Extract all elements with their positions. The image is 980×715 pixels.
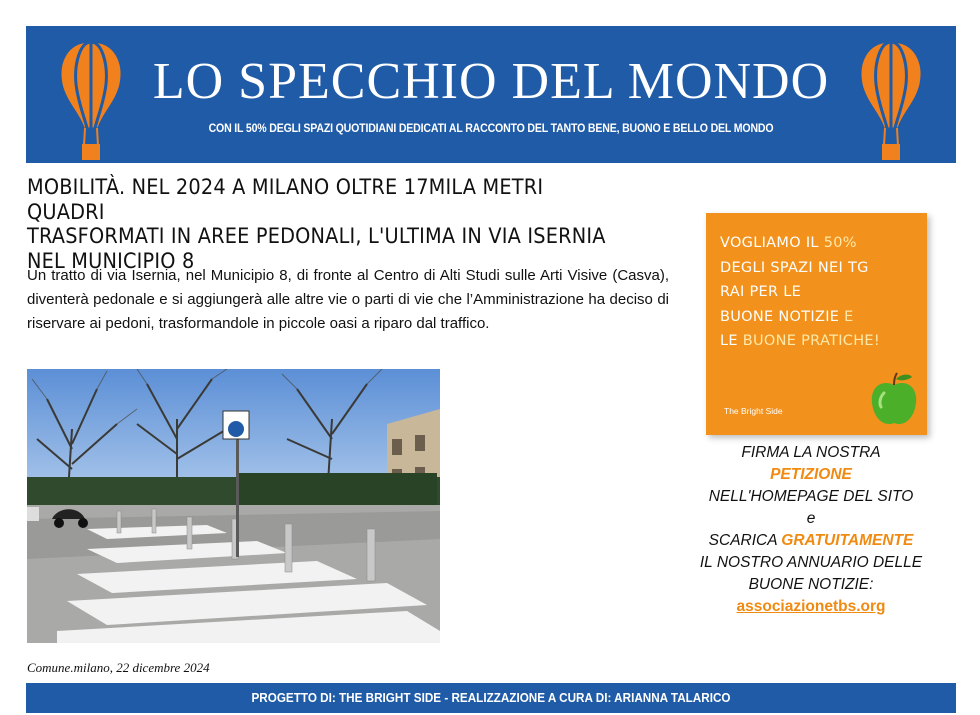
promo-highlight: 50% [823,235,857,251]
promo-line: DEGLI SPAZI NEI TG [720,259,869,276]
petition-highlight: GRATUITAMENTE [781,532,914,549]
petition-highlight: PETIZIONE [770,466,852,483]
masthead-title: LO SPECCHIO DEL MONDO [152,53,830,110]
petition-line: NELL'HOMEPAGE DEL SITO [708,488,914,505]
article-lead: Un tratto di via Isernia, nel Municipio 8, di fronte al Centro di Alti Studi sulle Arti Visive (Casva), diventerà pedonale e si aggiungerà alle altre vie o parti di vie che l’Amministrazione ha deciso di riservare ai pedoni, trasformandole in piccole oasi a riparo dal traffico. [27,267,669,332]
footer-credits: PROGETTO DI: THE BRIGHT SIDE - REALIZZAZIONE A CURA DI: ARIANNA TALARICO [251,690,731,705]
promo-text [720,231,920,354]
promo-line: LE [720,333,743,349]
green-apple-icon [868,371,920,429]
petition-line: SCARICA [708,532,782,549]
masthead-banner [26,26,956,163]
promo-line: VOGLIAMO IL [720,235,824,251]
promo-highlight: BUONE PRATICHE! [742,333,881,349]
article-headline [27,175,625,273]
photo-caption: Comune.milano, 22 dicembre 2024 [27,660,210,675]
headline-line: NEL MUNICIPIO 8 [27,248,195,273]
promo-line: RAI PER LE [720,284,802,300]
petition-line: IL NOSTRO ANNUARIO DELLE [699,554,923,571]
website-link[interactable]: associazionetbs.org [736,598,886,615]
masthead-tagline: CON IL 50% DEGLI SPAZI QUOTIDIANI DEDICATI AL RACCONTO DEL TANTO BENE, BUONO E BELLO DEL MONDO [208,123,774,135]
petition-line: FIRMA LA NOSTRA [741,444,881,461]
petition-line: BUONE NOTIZIE: [748,576,874,593]
headline-line: MOBILITÀ. NEL 2024 A MILANO OLTRE 17MILA METRI QUADRI [27,175,544,224]
promo-brand: The Bright Side [724,406,783,416]
promo-line: BUONE NOTIZIE [720,308,845,325]
promo-box [706,213,927,435]
promo-highlight: E [844,308,854,325]
footer-banner [26,683,956,713]
headline-line: TRASFORMATI IN AREE PEDONALI, L'ULTIMA IN VIA ISERNIA [27,224,606,248]
petition-callout [682,442,940,618]
article-photo [27,369,440,643]
petition-line: e [806,510,816,527]
hot-air-balloon-icon [856,38,926,164]
